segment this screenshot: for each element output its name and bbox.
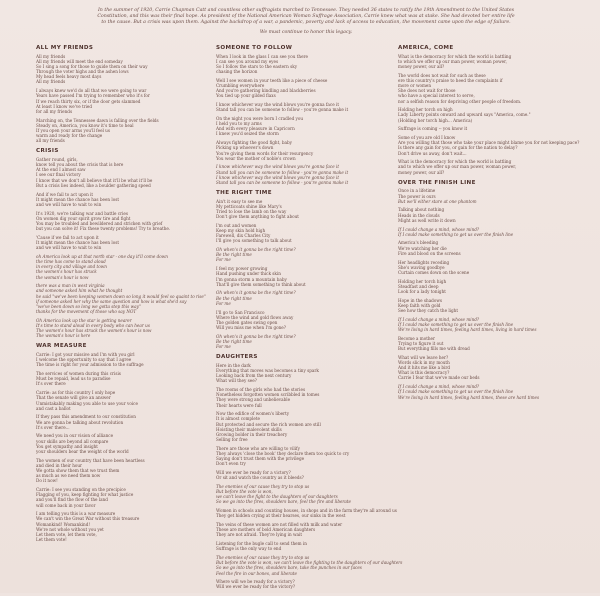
lyric-line: the women's hour has struck [36,269,97,275]
intro-closing: We must continue to honor this legacy. [259,29,353,35]
song-title: SOMEONE TO FOLLOW [216,45,293,51]
lyric-line: All my friends [36,79,66,85]
stanza [216,522,356,537]
song-title: DAUGHTERS [216,354,258,361]
lyric-line: I held you to my arms [216,121,262,127]
lyric-line: Be the right time [216,295,252,301]
stanza [216,140,356,161]
stanza [36,283,206,315]
lyric-line: to which we offer up our man power, woman power, [398,58,507,64]
lyric-line: and cast a ballot [36,405,71,411]
lyric-line: I welcome the opportunity to say that I agree [36,357,132,363]
lyric-line: Carrie I fear that we've made our beds [398,375,480,381]
lyric-line: I'm out and women [216,222,257,228]
stanza [216,541,356,551]
lyric-line: Be the right time [216,338,252,344]
lyric-line: and we will have to wait to win [36,201,102,207]
lyric-line: I know whichever way the wind blows you're gonna face it [216,164,339,170]
lyric-line: will come back in your favor [36,502,96,508]
stanza [36,487,166,508]
lyric-line: Oh when's it gonna be the right time? [216,290,296,296]
lyric-line: On the night you were born I cradled you [216,116,304,121]
lyric-line: If you open your arms you'll feel us [36,127,110,133]
song-block [398,45,580,175]
stanza [36,433,166,454]
song-block [216,354,403,590]
lyric-line: For me [216,300,231,306]
song-block [216,46,356,185]
lyric-line: You may be troubled and bewildered and stricken with grief [36,220,163,226]
lyric-line: We're living in hard times, feeling hard times, these are hard times [398,394,540,400]
lyric-line: Picking up whoever's down [216,145,274,151]
lyric-line: It's time to stand aloud in every body who can hear us [36,322,150,328]
lyric-line: Her headlights receding [398,259,450,265]
lyric-line: Holding her torch high [398,278,447,284]
lyric-line: I can see you around my eyes [216,58,279,64]
stanza [216,470,356,480]
song-block [36,46,166,143]
lyric-line: Hand pushing under thick skin [216,271,281,277]
lyric-line: Flagging of you, keep fighting for what justice [36,492,134,498]
lyric-line: Talking about nothing [398,207,445,213]
song-title: ALL MY FRIENDS [36,45,94,51]
lyric-line: The golden gates swing open [216,319,278,325]
lyric-line: Fire and blood on the screens [398,250,461,256]
lyric-line: Must be repaid, lead us to paradise [36,376,111,382]
lyric-line: and you'll find the flow of the land [36,497,108,503]
lyric-line: You're giving them words for their resurgency [216,150,314,156]
lyric-line: money power, our all? [398,63,445,69]
lyric-line: What is this democracy? [398,370,450,376]
lyric-line: Will you miss me when I'm gone? [216,324,286,330]
lyric-line: Feel the fire in our bones, and liberate [216,570,297,576]
lyric-line: I'm gonna storm a mountain baby [216,276,287,282]
song-block [36,344,166,542]
lyric-line: Look for a lady tonight [398,288,446,294]
lyric-line: if someone asked her why the same question and how is what she'd say [36,298,187,304]
stanza [216,508,397,519]
lyric-line: It's over there [36,381,66,387]
lyric-line: So we go into the fires, shoulders bare, feel the fire and liberate [216,499,351,505]
lyric-line: who have a special interest to serve, [398,93,475,99]
lyric-line: America's bleeding [398,240,439,246]
lyric-line: 'Cause if we fail to act upon it [36,234,99,240]
lyric-line: but you can solve it! Fix these twenty problems! Try to breathe. [36,226,171,232]
lyric-line: If I could make something to get us over the finish line [398,389,514,395]
lyric-line: Growing bolder in their treachery [216,431,288,437]
lyric-line: The power is ours [398,193,436,199]
stanza [398,384,540,400]
lyric-line: So I follow the stars to the eastern sky [216,63,298,69]
lyric-line: All my friends will meet the end someday [36,58,123,64]
column-2 [216,45,403,596]
lyric-line: And you're gathering kindling and blackberries [216,88,316,94]
lyric-line: oh America look up at that north star - one day it'll come down [36,253,168,259]
lyric-line: We're not whole without you yet [36,526,104,532]
song-title: CRISIS [36,148,59,155]
lyric-line: Keep my skin hold high [216,228,266,234]
lyric-line: I know whichever way the wind blows you're gonna face it [216,102,339,108]
stanza [216,334,356,349]
lyric-line: Suffrage is the only way to end [216,546,282,552]
stanza [398,260,536,275]
lyric-line: Now the edifice of women's liberty [216,411,290,417]
lyric-line: Might as well write it down [398,217,456,223]
lyric-line: Ain't it easy to see me [216,198,263,204]
lyric-line: I am telling you this is a war measure [36,511,116,517]
stanza [398,240,536,255]
lyric-line: But everything fills me with dread [398,346,470,352]
lyric-line: You get sympathy and insight [36,443,98,449]
lyric-line: Marching on, the Tennessee dawn is falling over the fields [36,117,159,123]
lyric-line: Words slick in my mouth [398,359,450,365]
lyric-line: Carrie: I see you standing on the precipice [36,487,126,493]
lyric-line: Carrie: I got your missive and I'm with you girl [36,352,135,358]
lyric-line: and died in their hour [36,462,83,468]
lyric-line: Become a mother [398,335,435,341]
lyric-line: We can't win the Great War without this treasure [36,516,140,522]
lyric-line: What is the democracy for which the world is battling [398,159,512,165]
lyric-line: The women's hour has struck the women's hour is now [36,328,152,334]
lyric-line: Here in the dark [216,362,251,368]
lyric-line: Oh when's it gonna be the right time? [216,333,296,339]
lyric-line: Hoisting their malevolent skills [216,426,282,432]
lyric-line: Do it now! [36,478,58,484]
lyric-line: we can't leave the fight to the daughters of our daughters [216,494,338,500]
column-1 [36,45,206,548]
lyric-line: The world does not wait for such as these [398,72,486,78]
lyric-line: We gotta show them that we trust them [36,468,120,473]
stanza [398,317,536,332]
lyric-line: the woman's hour is now [36,274,89,280]
lyric-line: The woman's hour is here [36,333,91,339]
song-block [216,191,356,349]
lyric-line: The women of our country that have been heartless [36,457,145,463]
lyric-line: Hope in the shadows [398,297,442,303]
lyric-line: She's waving goodbye [398,264,445,270]
stanza [216,78,356,99]
lyric-line: (Holding her torch high... America) [398,117,473,123]
lyric-line: Don't drive us away, don't wait... [398,150,467,156]
lyric-line: At least I know we've tried [36,103,93,109]
lyric-line: She does not wait for those [398,88,456,94]
stanza [398,107,536,122]
stanza [216,164,356,185]
lyric-line: The enemies of our cause they try to stop us [216,555,310,561]
lyric-line: Steadfast and deep [398,283,439,289]
lyric-line: So we go into the fires, shoulders bare, take the punches in our faces [216,565,362,571]
lyric-line: Where the wind and gold flows away [216,314,294,320]
stanza [36,352,166,367]
lyric-line: The veins of these women are not filled with milk and water [216,522,343,528]
lyric-line: "we've been down so long we gotta step this way" [36,303,141,309]
song-title: WAR MEASURE [36,343,87,350]
lyric-line: For me [216,344,231,350]
lyric-line: Their hearts were full [216,402,262,408]
lyric-line: Womankind! Womankind! [36,521,91,527]
lyric-line: and we will have to wait to win [36,245,102,251]
stanza [36,254,166,280]
stanza [216,579,356,589]
song-title: AMERICA, COME [398,45,454,51]
stanza [36,390,166,411]
lyric-line: Listening for the bugle call to send them in [216,541,307,547]
lyric-line: I know whichever way the wind blows you're gonna face it [216,174,339,180]
stanza [398,207,536,222]
lyric-line: When I look in the glass I can see you there [216,53,308,59]
intro-text: In the summer of 1920, Carrie Chapman Catt and countless other suffragists marched to Tennessee. They needed 36 states to ratify the 19th Amendment to the United States Constitution, and this was their final hope. As president of the National American Woman Suffrage Association, Carrie knew what was at stake. She had devoted her entire life to the cause. But a crisis was upon them. Against the backdrop of a war, a pandemic, poverty and lack of access to education, the movement came upon the edge of failure. [97,8,515,26]
lyric-line: Stand tall you can be someone to follow - you're gonna make it [216,107,349,113]
lyric-line: Let them vote! [36,537,67,543]
lyric-line: I'll go to San Francisco [216,309,265,315]
stanza [36,88,166,114]
lyric-line: All my friends [36,53,66,59]
lyric-line: Carrie: as for this country I only hope [36,390,116,396]
stanza [36,210,171,232]
lyric-line: Steady on, America, you know it's time to heal [36,122,134,128]
lyric-line: there was a man in west virginia [36,283,105,289]
stanza [36,54,166,85]
lyric-line: Well I see women in your teeth like a piece of cheese [216,77,328,83]
stanza [216,247,356,262]
stanza [398,355,536,381]
stanza [36,511,166,542]
lyric-line: My petticoats shine like Mary's [216,203,282,209]
stanza [216,54,356,75]
stanza [216,484,356,505]
lyric-line: Oh America look up the star is getting nearer [36,317,132,323]
lyric-line: They are not afraid. They're lying in wait [216,532,302,538]
lyric-line: Be the right time [216,252,252,258]
stanza [398,336,536,351]
lyric-line: he said "we've been keeping women down so long it would feel so quaint to rise" [36,293,206,299]
lyric-line: But we'll either stare at one phantom [398,198,477,204]
lyric-line: thanks for the movement of those who say NOT [36,309,137,315]
lyric-line: What will they see? [216,378,257,384]
stanza [36,318,166,339]
lyric-line: But protected and secure the rich women are still [216,421,321,427]
stanza [216,290,356,305]
lyric-line: Holding her torch on high [398,107,453,113]
stanza [216,387,356,408]
lyric-line: My head feels heavy most days [36,74,102,80]
lyric-line: Stand tall you can be someone to follow - you're gonna make it [216,179,349,185]
lyric-line: It's 1920, we're talking war and battle cries [36,210,128,216]
lyric-line: nor a selfish reason for depriving other people of freedom. [398,98,522,104]
lyric-line: I know that we don't all believe that it'll be what it'll be [36,177,153,183]
lyric-line: Once in a lifetime [398,188,436,194]
lyric-line: I always knew we'd do all that we were going to war [36,88,147,94]
lyric-line: the time has come to stand aloud [36,259,106,265]
lyric-line: If I could make something to get us over the finish line [398,321,514,327]
lyric-line: And if we fail to act upon it [36,191,94,197]
lyric-line: Tried to lose the lamb on the way [216,209,287,215]
lyric-line: If they pass this amendment to our constitution [36,414,136,420]
lyric-line: And it hits me like a bird [398,365,451,371]
stanza [216,363,356,384]
lyric-line: That the senate will give an answer [36,395,111,401]
stanza [216,310,356,331]
lyric-line: warm and ready for the change [36,133,103,139]
lyric-line: What is the democracy for which the world is battling [398,53,512,59]
lyric-line: I feel my power growing [216,266,268,272]
lyric-line: I knew you'd seized the storm [216,131,279,137]
lyric-line: know tell you about the crisis that is here [36,162,124,168]
stanza [398,54,536,69]
stanza [216,223,356,244]
lyric-line: They were strong and unbelievable [216,397,291,403]
stanza [398,135,580,156]
stanza [398,298,536,313]
lyric-line: Saying don't trust them with the privilege [216,456,305,462]
stanza [398,126,536,131]
intro-paragraph [96,8,516,36]
lyric-line: If I could change a mind, whose mind? [398,226,480,232]
lyric-line: For me [216,257,231,263]
stanza [398,188,536,203]
lyric-line: Heads in the clouds [398,212,440,218]
stanza [216,446,356,467]
lyric-line: Years have passed I'm trying to remember who it's for [36,93,150,99]
lyric-line: Gather round, girls, [36,157,78,162]
lyric-line: They get hidden crying at their hearses, our sinks in the west [216,513,346,519]
lyric-line: It is almost complete [216,416,260,422]
stanza [398,279,536,294]
lyric-line: Always fighting the good fight, baby [216,140,292,146]
lyric-line: We're living in hard times, feeling hard times, living in hard times [398,327,537,332]
lyric-line: The enemies of our cause they try to stop us [216,483,310,489]
lyric-line: Where will we be ready for a victory? [216,579,295,585]
lyric-line: and someone asked him what he thought [36,288,123,294]
lyric-line: Don't even try [216,461,246,467]
lyric-line: chasing the horizon [216,69,258,75]
lyric-line: The rooms of the girls who had the stories [216,387,306,393]
stanza [216,411,356,442]
lyric-line: Nonetheless forgotten women scribbled in tomes [216,392,320,398]
lyric-line: Are you willing that those who take your place might blame you for not keeping pace? [398,140,580,146]
lyric-line: Keep faith with gold [398,302,441,308]
lyric-line: It might mean the chance has been lost [36,196,120,202]
lyric-line: If I could change a mind, whose mind? [398,316,480,322]
lyric-line: You wear the mother of noble's crown [216,155,296,161]
lyric-line: and to which we offer up our man power, woman power, [398,164,517,170]
lyric-line: Stand tall you can be someone to follow - you're gonna make it [216,169,349,175]
column-3 [398,45,580,406]
lyric-line: That'll give them something to think about [216,281,306,287]
lyric-line: for all my friends [36,108,73,114]
lyric-line: We need you in our vision of alliance [36,433,114,439]
lyric-line: Let them vote, let them vote, [36,531,97,537]
lyric-line: There are those who are willing to vilify [216,445,300,451]
lyric-line: It might mean the chance has been lost [36,239,120,245]
stanza [398,227,536,237]
lyric-line: Everything that moves was becomes a tiny spark [216,368,319,373]
lyric-line: your skills are beyond all compare [36,438,109,444]
lyric-line: I see our final victory [36,172,81,178]
stanza [216,266,356,287]
lyric-line: Selling for free [216,437,248,443]
stanza [216,102,356,112]
lyric-line: Through the voter highs and the ashen lows [36,69,129,75]
stanza [36,235,166,250]
lyric-line: If we reach thirty six, or if the door gets slammed [36,98,141,104]
lyric-line: Curtain comes down on the scene [398,269,470,275]
lyric-line: The services of women during this crisis [36,371,121,377]
song-title: OVER THE FINISH LINE [398,179,476,186]
lyric-line: So I sing a song for those to guide them on their way [36,63,148,69]
lyric-line: You tied up your gilded flaxs [216,93,276,99]
stanza [216,555,403,576]
stanza [36,192,166,207]
lyric-line: It's over there... [36,424,70,430]
lyric-line: And with every pleasure in Capricorn [216,126,295,132]
lyric-line: Oh when's it gonna be the right time? [216,247,296,253]
lyric-line: If I could change a mind, whose mind? [398,384,480,390]
lyric-line: Some of you are old I know [398,135,456,141]
lyric-line: Is there any gain for you, or gain for the nation to delay? [398,145,518,151]
stanza [398,159,536,174]
lyric-line: We are gonna be talking about revolution [36,419,124,425]
lyric-line: in every city and village and town [36,264,107,270]
lyric-line: These are mothers of bold American daughters [216,527,316,533]
stanza [36,414,166,429]
lyric-line: Farewell, dix Charles City [216,233,271,239]
song-block [36,148,206,339]
lyric-line: Will we ever be ready for the victory? [216,584,296,590]
lyric-line: I'll give you something to talk about [216,238,292,244]
song-block [398,179,540,400]
stanza [398,73,536,104]
lyric-line: What will we leave her? [398,354,449,360]
lyric-line: Or sit and watch the country as it bleeds? [216,475,304,481]
stanza [36,371,166,386]
lyric-line: Don't give them anything to fight about [216,214,299,220]
lyric-line: But before the vote is won, we can't leave the fighting to the daughters of our daughters [216,560,403,566]
lyric-line: all my friends [36,138,65,144]
stanza [36,118,166,144]
song-title: THE RIGHT TIME [216,190,272,197]
lyric-line: If I could make something to get us over the finish line [398,231,514,237]
lyric-line: more or women [398,83,432,89]
lyric-line: But before the vote is won, [216,489,273,495]
lyric-line: ere this country's praise to heed the complaints if [398,77,503,83]
lyric-line: Women in schools and counting houses, in shops and in the farm they're all around us [216,508,397,514]
lyric-line: They always 'close the book' they declare them too quick to cry [216,450,350,456]
lyric-line: Suffrage is coming -- you know it [398,126,468,132]
stanza [216,116,356,137]
lyric-line: Will we ever be ready for a victory? [216,470,291,476]
lyric-line: See how they catch the light [398,307,458,313]
lyric-line: We're watching her die [398,245,447,251]
lyric-line: Crumbling everywhere [216,83,265,89]
stanza [216,199,356,220]
stanza [36,157,166,188]
stanza [36,458,166,484]
lyric-line: your shoulders bear the weight of the world [36,448,129,454]
lyric-line: Trying to figure it out [398,340,444,346]
lyric-line: But a crisis lies indeed, like a boulder gathering speed [36,182,151,188]
lyric-line: On women dig your spirit grow tire and fight [36,215,131,221]
lyric-line: money power, our all? [398,169,445,175]
lyric-line: Looking back from the next century [216,373,292,379]
lyric-line: The time is right for your admission to the suffrage [36,362,144,368]
lyric-line: At the end I almost saw [36,167,86,173]
lyric-line: as much as we need them now [36,473,101,479]
lyric-line: Unmistakably making you able to use your voice [36,400,138,406]
lyric-line: Lady Liberty points onward and upward says "America, come." [398,112,531,118]
